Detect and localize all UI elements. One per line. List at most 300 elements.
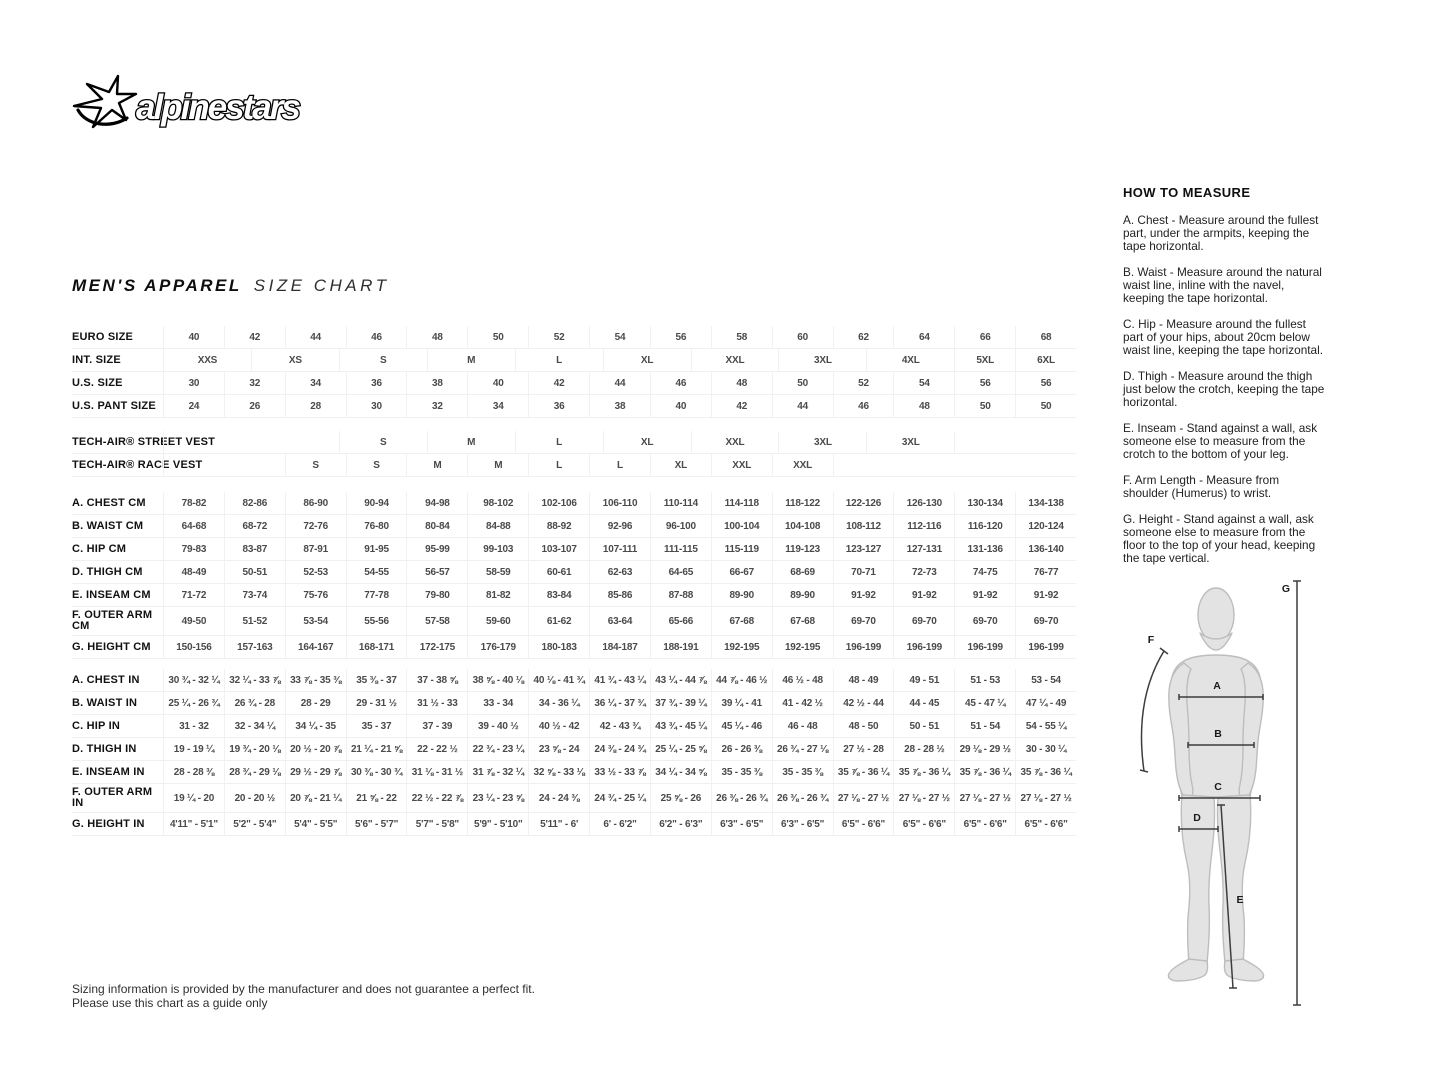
- table-row: [72, 784, 1076, 813]
- size-cell: 6'3" - 6'5": [711, 813, 772, 835]
- size-cell: 5'9" - 5'10": [467, 813, 528, 835]
- size-cell: 34 ¼ - 35: [285, 715, 346, 737]
- size-cell: 21 ⅝ - 22: [346, 784, 407, 812]
- size-cell: 29 - 31 ½: [346, 692, 407, 714]
- row-label: E. INSEAM IN: [72, 766, 145, 778]
- table-gap: [72, 418, 1076, 431]
- size-cell: 40: [650, 395, 711, 417]
- size-cell: 69-70: [893, 607, 954, 635]
- size-cell: 108-112: [833, 515, 894, 537]
- size-cell: 19 - 19 ¼: [163, 738, 224, 760]
- size-cell: 120-124: [1015, 515, 1076, 537]
- size-cell: 73-74: [224, 584, 285, 606]
- size-cell: 46 ½ - 48: [772, 669, 833, 691]
- brand-logo: [70, 74, 340, 136]
- size-cell: 46: [346, 326, 407, 348]
- size-cell: 6'5" - 6'6": [893, 813, 954, 835]
- size-cell: 99-103: [467, 538, 528, 560]
- row-label: TECH-AIR® RACE VEST: [72, 459, 203, 471]
- size-cell: 56: [650, 326, 711, 348]
- size-cell: 85-86: [589, 584, 650, 606]
- table-row: [72, 561, 1076, 584]
- size-cell: 196-199: [954, 636, 1015, 658]
- size-cell: 134-138: [1015, 492, 1076, 514]
- page-title: [72, 276, 390, 296]
- size-cell: 6'5" - 6'6": [833, 813, 894, 835]
- measure-item-inseam: E. Inseam - Stand against a wall, ask someone else to measure from the crotch to the bottom of your leg.: [1123, 421, 1318, 461]
- size-cell: 46: [650, 372, 711, 394]
- size-cell: 58-59: [467, 561, 528, 583]
- label-e: E: [1236, 894, 1244, 906]
- size-cell: 72-73: [893, 561, 954, 583]
- size-cell: 44: [772, 395, 833, 417]
- size-cell: 28 ¾ - 29 ⅛: [224, 761, 285, 783]
- size-cell: 30 - 30 ¼: [1015, 738, 1076, 760]
- size-cell: XL: [603, 431, 691, 453]
- size-cell: 192-195: [772, 636, 833, 658]
- size-cell: 29 ⅛ - 29 ½: [954, 738, 1015, 760]
- size-cell: 106-110: [589, 492, 650, 514]
- row-label: A. CHEST IN: [72, 674, 140, 686]
- size-cell: 44: [285, 326, 346, 348]
- size-cell: 30 ⅜ - 30 ¾: [346, 761, 407, 783]
- size-cell: 35 - 35 ⅜: [711, 761, 772, 783]
- size-cell: 29 ½ - 29 ⅞: [285, 761, 346, 783]
- size-cell: 50: [1015, 395, 1076, 417]
- table-row: [72, 538, 1076, 561]
- table-row: [72, 372, 1076, 395]
- table-row: [72, 738, 1076, 761]
- size-cell: 107-111: [589, 538, 650, 560]
- size-cell: 48-49: [163, 561, 224, 583]
- size-cell: 51 - 54: [954, 715, 1015, 737]
- size-cell: 27 ⅛ - 27 ½: [1015, 784, 1076, 812]
- size-cell: 42: [528, 372, 589, 394]
- size-cell: 114-118: [711, 492, 772, 514]
- size-cell: 48 - 49: [833, 669, 894, 691]
- row-label: D. THIGH IN: [72, 743, 137, 755]
- size-cell: 180-183: [528, 636, 589, 658]
- size-cell: 49 - 51: [893, 669, 954, 691]
- size-cell: 20 - 20 ½: [224, 784, 285, 812]
- measure-item-waist: B. Waist - Measure around the natural waist line, inline with the navel, keeping the tape horizontal.: [1123, 265, 1322, 305]
- size-cell: 5'4" - 5'5": [285, 813, 346, 835]
- size-cell: 5'7" - 5'8": [406, 813, 467, 835]
- measure-item-hip: C. Hip - Measure around the fullest part of your hips, about 20cm below waist line, keeping the tape horizontal.: [1123, 317, 1324, 357]
- size-cell: 56-57: [406, 561, 467, 583]
- size-cell: M: [427, 349, 515, 371]
- size-cell: 87-88: [650, 584, 711, 606]
- size-cell: 127-131: [893, 538, 954, 560]
- row-label: B. WAIST CM: [72, 520, 144, 532]
- size-cell: 3XL: [778, 349, 866, 371]
- size-cell: 46: [833, 395, 894, 417]
- size-cell: 100-104: [711, 515, 772, 537]
- size-cell: 40: [467, 372, 528, 394]
- measure-item-thigh: D. Thigh - Measure around the thigh just below the crotch, keeping the tape horizontal.: [1123, 369, 1325, 409]
- size-cell: 50 - 51: [893, 715, 954, 737]
- disclaimer-line1: Sizing information is provided by the manufacturer and does not guarantee a perfect fit.: [72, 982, 535, 996]
- size-cell: 98-102: [467, 492, 528, 514]
- size-cell: 59-60: [467, 607, 528, 635]
- size-cell: M: [406, 454, 467, 476]
- size-cell: 35 - 37: [346, 715, 407, 737]
- size-cell: 176-179: [467, 636, 528, 658]
- size-cell: 52: [833, 372, 894, 394]
- spacer-cell: [954, 431, 1076, 453]
- size-cell: L: [589, 454, 650, 476]
- size-table: [72, 326, 1076, 836]
- size-cell: M: [467, 454, 528, 476]
- size-cell: 150-156: [163, 636, 224, 658]
- size-cell: 22 ½ - 22 ⅞: [406, 784, 467, 812]
- size-cell: 32: [224, 372, 285, 394]
- size-cell: 94-98: [406, 492, 467, 514]
- size-cell: 6'5" - 6'6": [1015, 813, 1076, 835]
- size-cell: XXS: [163, 349, 251, 371]
- title-sub: SIZE CHART: [253, 276, 390, 295]
- body-diagram: [1130, 575, 1310, 1015]
- size-cell: 28 - 28 ½: [893, 738, 954, 760]
- table-row: [72, 692, 1076, 715]
- size-cell: 83-87: [224, 538, 285, 560]
- size-cell: 35 ⅞ - 36 ¼: [893, 761, 954, 783]
- size-cell: 54: [893, 372, 954, 394]
- table-row: [72, 715, 1076, 738]
- size-cell: 68: [1015, 326, 1076, 348]
- size-cell: 126-130: [893, 492, 954, 514]
- table-gap: [72, 659, 1076, 669]
- label-g: G: [1281, 583, 1291, 595]
- size-cell: 36: [528, 395, 589, 417]
- table-row: [72, 584, 1076, 607]
- size-cell: 64-68: [163, 515, 224, 537]
- size-cell: L: [515, 349, 603, 371]
- size-cell: 50: [954, 395, 1015, 417]
- size-cell: 115-119: [711, 538, 772, 560]
- size-cell: 70-71: [833, 561, 894, 583]
- table-row: [72, 669, 1076, 692]
- size-cell: 42: [711, 395, 772, 417]
- size-cell: 33 ⅞ - 35 ⅜: [285, 669, 346, 691]
- size-cell: 44 - 45: [893, 692, 954, 714]
- table-row: [72, 349, 1076, 372]
- size-cell: 35 ⅞ - 36 ¼: [1015, 761, 1076, 783]
- row-label: G. HEIGHT CM: [72, 641, 151, 653]
- size-cell: 74-75: [954, 561, 1015, 583]
- table-row: [72, 454, 1076, 477]
- size-cell: 53-54: [285, 607, 346, 635]
- size-cell: 33 - 34: [467, 692, 528, 714]
- size-cell: 31 ⅛ - 31 ½: [406, 761, 467, 783]
- size-cell: 122-126: [833, 492, 894, 514]
- alpinestars-logo-icon: [70, 74, 340, 136]
- size-cell: 51-52: [224, 607, 285, 635]
- size-cell: 91-92: [833, 584, 894, 606]
- table-row: [72, 492, 1076, 515]
- measure-item-height: G. Height - Stand against a wall, ask someone else to measure from the floor to the top of your head, keeping the tape vertical.: [1123, 512, 1316, 565]
- size-cell: 62: [833, 326, 894, 348]
- row-label: U.S. PANT SIZE: [72, 400, 156, 412]
- size-cell: 112-116: [893, 515, 954, 537]
- size-cell: 66-67: [711, 561, 772, 583]
- size-cell: 86-90: [285, 492, 346, 514]
- size-cell: 67-68: [711, 607, 772, 635]
- size-cell: 31 ⅞ - 32 ¼: [467, 761, 528, 783]
- label-f: F: [1147, 634, 1155, 646]
- size-cell: 118-122: [772, 492, 833, 514]
- size-cell: 26 ¾ - 27 ⅛: [772, 738, 833, 760]
- size-cell: 71-72: [163, 584, 224, 606]
- table-gap: [72, 477, 1076, 492]
- size-cell: 58: [711, 326, 772, 348]
- size-cell: 89-90: [772, 584, 833, 606]
- size-cell: 25 ¼ - 26 ¾: [163, 692, 224, 714]
- size-cell: 157-163: [224, 636, 285, 658]
- row-label: G. HEIGHT IN: [72, 818, 145, 830]
- size-cell: 50-51: [224, 561, 285, 583]
- table-row: [72, 813, 1076, 836]
- size-cell: 48 - 50: [833, 715, 894, 737]
- size-cell: 45 - 47 ¼: [954, 692, 1015, 714]
- size-cell: 66: [954, 326, 1015, 348]
- size-cell: 26 - 26 ⅜: [711, 738, 772, 760]
- size-cell: 48: [893, 395, 954, 417]
- row-label: E. INSEAM CM: [72, 589, 151, 601]
- size-cell: 79-83: [163, 538, 224, 560]
- size-cell: 77-78: [346, 584, 407, 606]
- size-cell: 64-65: [650, 561, 711, 583]
- size-cell: 91-92: [1015, 584, 1076, 606]
- table-row: [72, 761, 1076, 784]
- size-cell: 35 - 35 ⅜: [772, 761, 833, 783]
- row-label: F. OUTER ARM CM: [72, 609, 153, 632]
- size-cell: 31 ½ - 33: [406, 692, 467, 714]
- size-cell: 172-175: [406, 636, 467, 658]
- spacer-cell: [163, 431, 339, 453]
- size-cell: 5XL: [954, 349, 1015, 371]
- size-cell: 52-53: [285, 561, 346, 583]
- table-row: [72, 326, 1076, 349]
- row-label: INT. SIZE: [72, 354, 121, 366]
- label-b: B: [1214, 728, 1222, 740]
- size-cell: 19 ¼ - 20: [163, 784, 224, 812]
- size-cell: 25 ⅝ - 26: [650, 784, 711, 812]
- size-cell: XXL: [691, 431, 779, 453]
- size-cell: 23 ¼ - 23 ⅝: [467, 784, 528, 812]
- size-cell: 84-88: [467, 515, 528, 537]
- size-cell: 22 ¾ - 23 ¼: [467, 738, 528, 760]
- size-cell: 34 ¼ - 34 ⅝: [650, 761, 711, 783]
- size-cell: 55-56: [346, 607, 407, 635]
- size-cell: 136-140: [1015, 538, 1076, 560]
- size-cell: 5'11" - 6': [528, 813, 589, 835]
- size-cell: 53 - 54: [1015, 669, 1076, 691]
- size-cell: 20 ½ - 20 ⅞: [285, 738, 346, 760]
- size-cell: 76-77: [1015, 561, 1076, 583]
- size-cell: 39 ¼ - 41: [711, 692, 772, 714]
- size-cell: 68-72: [224, 515, 285, 537]
- size-cell: 76-80: [346, 515, 407, 537]
- row-label: C. HIP CM: [72, 543, 127, 555]
- body-figure-icon: [1130, 575, 1310, 1015]
- size-cell: 91-95: [346, 538, 407, 560]
- size-cell: 4XL: [866, 349, 954, 371]
- table-row: [72, 607, 1076, 636]
- size-cell: 6'2" - 6'3": [650, 813, 711, 835]
- table-row: [72, 431, 1076, 454]
- size-cell: 80-84: [406, 515, 467, 537]
- table-row: [72, 636, 1076, 659]
- size-cell: 21 ¼ - 21 ⅝: [346, 738, 407, 760]
- size-cell: 91-92: [893, 584, 954, 606]
- label-a: A: [1213, 680, 1221, 692]
- size-cell: 79-80: [406, 584, 467, 606]
- size-cell: 47 ¼ - 49: [1015, 692, 1076, 714]
- size-cell: 72-76: [285, 515, 346, 537]
- size-cell: 34 - 36 ¼: [528, 692, 589, 714]
- size-cell: 51 - 53: [954, 669, 1015, 691]
- size-cell: 110-114: [650, 492, 711, 514]
- size-cell: 192-195: [711, 636, 772, 658]
- size-cell: 96-100: [650, 515, 711, 537]
- title-main: MEN'S APPAREL: [72, 276, 242, 295]
- size-cell: 56: [1015, 372, 1076, 394]
- size-cell: 28: [285, 395, 346, 417]
- size-cell: 43 ¾ - 45 ¼: [650, 715, 711, 737]
- size-cell: 83-84: [528, 584, 589, 606]
- size-cell: 5'2" - 5'4": [224, 813, 285, 835]
- size-cell: 37 ¾ - 39 ¼: [650, 692, 711, 714]
- size-cell: 50: [467, 326, 528, 348]
- size-cell: XL: [650, 454, 711, 476]
- size-cell: 75-76: [285, 584, 346, 606]
- size-cell: 62-63: [589, 561, 650, 583]
- size-cell: 119-123: [772, 538, 833, 560]
- size-cell: 54: [589, 326, 650, 348]
- size-cell: 35 ⅜ - 37: [346, 669, 407, 691]
- size-cell: 27 ½ - 28: [833, 738, 894, 760]
- size-cell: 6'3" - 6'5": [772, 813, 833, 835]
- row-label: TECH-AIR® STREET VEST: [72, 436, 216, 448]
- size-cell: 92-96: [589, 515, 650, 537]
- size-cell: 40 ½ - 42: [528, 715, 589, 737]
- row-label: B. WAIST IN: [72, 697, 138, 709]
- size-cell: 78-82: [163, 492, 224, 514]
- size-cell: 24 ¾ - 25 ¼: [589, 784, 650, 812]
- size-cell: 90-94: [346, 492, 407, 514]
- size-cell: S: [339, 349, 427, 371]
- how-to-measure-panel: [1123, 185, 1325, 578]
- size-cell: 28 - 28 ⅜: [163, 761, 224, 783]
- size-cell: 103-107: [528, 538, 589, 560]
- size-cell: 48: [406, 326, 467, 348]
- size-cell: 6' - 6'2": [589, 813, 650, 835]
- size-cell: XL: [603, 349, 691, 371]
- size-cell: 54 - 55 ¼: [1015, 715, 1076, 737]
- size-cell: 20 ⅞ - 21 ¼: [285, 784, 346, 812]
- size-cell: 44: [589, 372, 650, 394]
- measure-item-chest: A. Chest - Measure around the fullest part, under the armpits, keeping the tape horizontal.: [1123, 213, 1319, 253]
- size-cell: 24 ⅜ - 24 ¾: [589, 738, 650, 760]
- size-cell: L: [528, 454, 589, 476]
- size-cell: 35 ⅞ - 36 ¼: [833, 761, 894, 783]
- size-cell: 23 ⅝ - 24: [528, 738, 589, 760]
- size-cell: S: [346, 454, 407, 476]
- size-cell: 35 ⅞ - 36 ¼: [954, 761, 1015, 783]
- size-cell: M: [427, 431, 515, 453]
- size-cell: 95-99: [406, 538, 467, 560]
- size-cell: 32: [406, 395, 467, 417]
- size-cell: 48: [711, 372, 772, 394]
- size-cell: 46 - 48: [772, 715, 833, 737]
- size-cell: 27 ⅛ - 27 ½: [833, 784, 894, 812]
- size-cell: 91-92: [954, 584, 1015, 606]
- label-c: C: [1214, 781, 1222, 793]
- size-cell: 67-68: [772, 607, 833, 635]
- size-cell: 116-120: [954, 515, 1015, 537]
- how-to-measure-heading: HOW TO MEASURE: [1123, 185, 1251, 200]
- size-cell: 130-134: [954, 492, 1015, 514]
- size-cell: 26 ¾ - 28: [224, 692, 285, 714]
- size-cell: 44 ⅞ - 46 ½: [711, 669, 772, 691]
- size-cell: 25 ¼ - 25 ⅝: [650, 738, 711, 760]
- size-cell: 168-171: [346, 636, 407, 658]
- size-cell: 39 - 40 ½: [467, 715, 528, 737]
- size-cell: 52: [528, 326, 589, 348]
- size-cell: 196-199: [1015, 636, 1076, 658]
- size-cell: 69-70: [954, 607, 1015, 635]
- size-cell: 81-82: [467, 584, 528, 606]
- size-cell: 26: [224, 395, 285, 417]
- size-cell: 3XL: [778, 431, 866, 453]
- size-cell: 36 ¼ - 37 ¾: [589, 692, 650, 714]
- size-cell: 42 ½ - 44: [833, 692, 894, 714]
- size-cell: 19 ¾ - 20 ⅛: [224, 738, 285, 760]
- size-cell: 45 ¼ - 46: [711, 715, 772, 737]
- size-cell: 188-191: [650, 636, 711, 658]
- size-cell: 88-92: [528, 515, 589, 537]
- size-cell: 49-50: [163, 607, 224, 635]
- size-cell: 3XL: [866, 431, 954, 453]
- label-d: D: [1193, 812, 1201, 824]
- size-cell: 27 ⅛ - 27 ½: [954, 784, 1015, 812]
- size-cell: 26 ⅜ - 26 ¾: [772, 784, 833, 812]
- size-cell: 164-167: [285, 636, 346, 658]
- size-cell: 37 - 38 ⅝: [406, 669, 467, 691]
- size-cell: 38: [406, 372, 467, 394]
- spacer-cell: [833, 454, 1076, 476]
- disclaimer-line2: Please use this chart as a guide only: [72, 996, 268, 1010]
- size-cell: 64: [893, 326, 954, 348]
- size-cell: 131-136: [954, 538, 1015, 560]
- size-cell: 42 - 43 ¾: [589, 715, 650, 737]
- size-cell: 34: [285, 372, 346, 394]
- size-cell: 57-58: [406, 607, 467, 635]
- size-cell: 28 - 29: [285, 692, 346, 714]
- size-cell: 6'5" - 6'6": [954, 813, 1015, 835]
- disclaimer: [72, 982, 535, 1010]
- size-cell: 26 ⅜ - 26 ¾: [711, 784, 772, 812]
- size-cell: 6XL: [1015, 349, 1076, 371]
- size-cell: 60: [772, 326, 833, 348]
- size-cell: 33 ½ - 33 ⅞: [589, 761, 650, 783]
- size-cell: 32 ⅝ - 33 ⅛: [528, 761, 589, 783]
- size-cell: 24: [163, 395, 224, 417]
- spacer-cell: [163, 454, 285, 476]
- size-cell: XXL: [772, 454, 833, 476]
- table-row: [72, 395, 1076, 418]
